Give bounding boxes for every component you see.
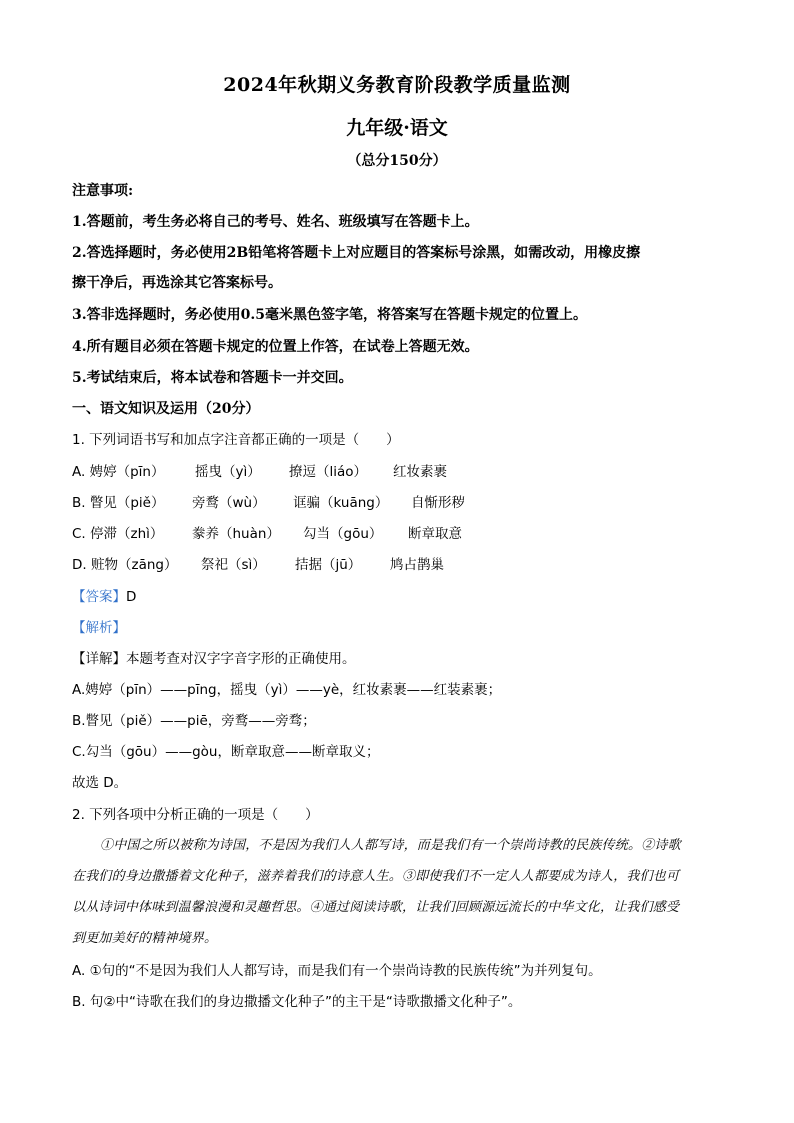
q1-option-d-3: 拮据（jū） xyxy=(295,557,362,573)
detail-line xyxy=(72,649,732,669)
analysis-conclusion: 故选 D。 xyxy=(72,775,128,791)
passage-line: ①中国之所以被称为诗国，不是因为我们人人都写诗，而是我们有一个崇尚诗教的民族传统。②诗歌 xyxy=(100,838,681,853)
q2-option-b: B. 句②中“诗歌在我们的身边撒播文化种子”的主干是“诗歌撒播文化种子”。 xyxy=(72,994,522,1010)
analysis-note: A.娉婷（pīn）——pīng，摇曳（yì）——yè，红妆素裹——红装素裹； xyxy=(72,682,502,698)
answer-value: D xyxy=(126,589,137,605)
notice-heading: 注意事项: xyxy=(72,183,134,199)
answer-line xyxy=(72,587,732,607)
analysis-tag: 【解析】 xyxy=(72,620,126,636)
q1-option-d-1: D. 赃物（zāng） xyxy=(72,557,178,573)
answer-tag: 【答案】 xyxy=(72,589,126,605)
total-score: （总分150分） xyxy=(347,153,447,169)
question-2-stem: 2. 下列各项中分析正确的一项是（ ） xyxy=(72,807,319,823)
notice-item: 2.答选择题时，务必使用2B铅笔将答题卡上对应题目的答案标号涂黑，如需改动，用橡皮擦 xyxy=(72,245,641,261)
detail-tag: 【详解】 xyxy=(72,651,126,667)
q1-option-a-4: 红妆素裹 xyxy=(393,464,447,480)
notice-item: 擦干净后，再选涂其它答案标号。 xyxy=(72,275,282,291)
detail-text: 本题考查对汉字字音字形的正确使用。 xyxy=(126,651,356,667)
q1-option-d-4: 鸠占鹊巢 xyxy=(390,557,444,573)
q1-option-d-2: 祭祀（sì） xyxy=(201,557,266,573)
q1-option-a-1: A. 娉婷（pīn） xyxy=(72,464,165,480)
question-1-stem: 1. 下列词语书写和加点字注音都正确的一项是（ ） xyxy=(72,432,400,448)
q1-option-a-2: 摇曳（yì） xyxy=(195,464,261,480)
q1-option-b-3: 诓骗（kuāng） xyxy=(293,495,389,511)
q1-option-a-3: 撩逗（liáo） xyxy=(289,464,368,480)
q1-option-c-2: 豢养（huàn） xyxy=(192,526,280,542)
section-heading: 一、语文知识及运用（20分） xyxy=(72,401,260,417)
q1-option-c-3: 勾当（gōu） xyxy=(303,526,383,542)
notice-item: 5.考试结束后，将本试卷和答题卡一并交回。 xyxy=(72,370,353,386)
q1-option-b-1: B. 瞥见（piě） xyxy=(72,495,165,511)
notice-item: 3.答非选择题时，务必使用0.5毫米黑色签字笔，将答案写在答题卡规定的位置上。 xyxy=(72,307,587,323)
passage-line: 在我们的身边撒播着文化种子，滋养着我们的诗意人生。③即使我们不一定人人都要成为诗人，我们也可 xyxy=(72,869,680,884)
q1-option-c-4: 断章取意 xyxy=(408,526,462,542)
analysis-note: B.瞥见（piě）——piē，旁鹜——旁骛； xyxy=(72,713,316,729)
q1-option-b-2: 旁鹜（wù） xyxy=(192,495,266,511)
analysis-note: C.勾当（gōu）——gòu，断章取意——断章取义； xyxy=(72,744,380,760)
exam-subtitle: 九年级·语文 xyxy=(346,117,448,139)
notice-item: 4.所有题目必须在答题卡规定的位置上作答，在试卷上答题无效。 xyxy=(72,339,479,355)
analysis-line xyxy=(72,618,732,638)
passage-line: 到更加美好的精神境界。 xyxy=(72,931,218,946)
exam-title: 2024年秋期义务教育阶段教学质量监测 xyxy=(223,74,571,96)
notice-item: 1.答题前，考生务必将自己的考号、姓名、班级填写在答题卡上。 xyxy=(72,214,479,230)
passage-line: 以从诗词中体味到温馨浪漫和灵趣哲思。④通过阅读诗歌，让我们回顾源远流长的中华文化，让我们感受 xyxy=(72,900,680,915)
q2-option-a: A. ①句的“不是因为我们人人都写诗，而是我们有一个崇尚诗教的民族传统”为并列复句。 xyxy=(72,963,602,979)
q1-option-c-1: C. 停滞（zhì） xyxy=(72,526,164,542)
q1-option-b-4: 自惭形秽 xyxy=(411,495,465,511)
